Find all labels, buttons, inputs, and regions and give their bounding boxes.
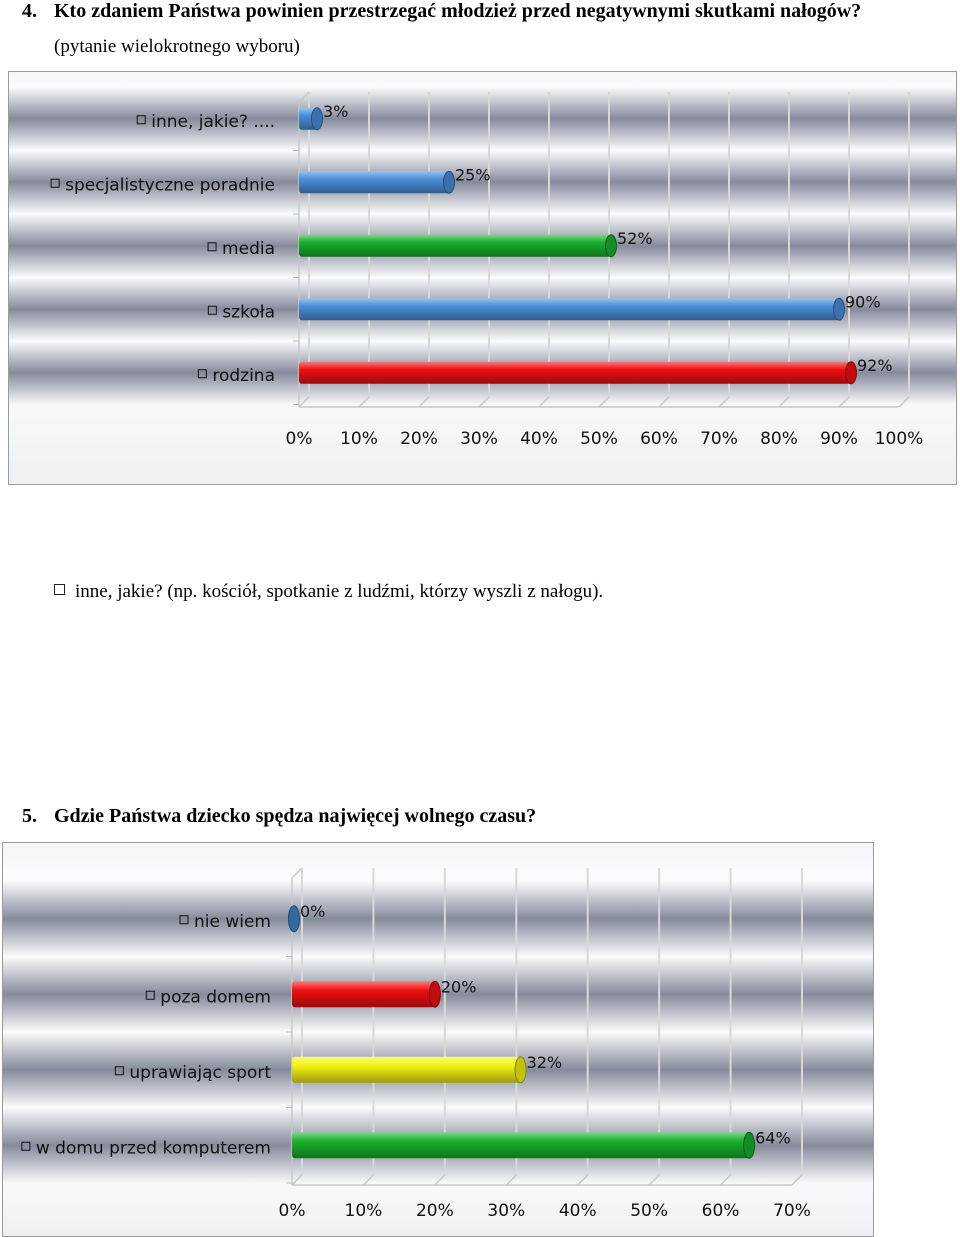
question-4-heading <box>22 0 861 23</box>
bar-body <box>292 1057 521 1083</box>
bar-end-cap <box>429 981 440 1007</box>
value-label: 25% <box>455 165 491 185</box>
category-label: w domu przed komputerem <box>35 1138 271 1159</box>
x-tick-label: 20% <box>400 429 438 449</box>
x-tick-label: 0% <box>278 1201 306 1221</box>
bar-body <box>299 171 449 193</box>
chart-question-4 <box>8 71 957 485</box>
category-label: szkoła <box>222 302 275 323</box>
x-tick-label: 50% <box>580 429 618 449</box>
x-tick-label: 20% <box>415 1201 454 1221</box>
x-tick-label: 60% <box>701 1201 740 1221</box>
x-tick-label: 40% <box>558 1201 597 1221</box>
bar-end-cap <box>289 906 300 932</box>
bar-end-cap <box>312 108 323 130</box>
value-label: 3% <box>323 101 349 121</box>
question-4-number: 4. <box>22 0 37 22</box>
x-tick-label: 80% <box>760 429 798 449</box>
question-5-number: 5. <box>22 805 37 827</box>
bar-end-cap <box>846 362 857 384</box>
x-tick-label: 100% <box>874 429 924 449</box>
x-tick-label: 70% <box>700 429 738 449</box>
bar-3 <box>299 298 845 320</box>
value-label: 90% <box>845 292 881 312</box>
category-label: media <box>222 238 275 259</box>
question-4-note <box>54 581 603 603</box>
value-label: 92% <box>857 355 893 375</box>
bar-0 <box>289 906 300 932</box>
category-label: nie wiem <box>193 911 271 932</box>
chart-question-5 <box>2 842 874 1237</box>
x-tick-label: 50% <box>630 1201 669 1221</box>
bar-1 <box>292 981 440 1007</box>
bar-body <box>299 235 611 257</box>
category-label: uprawiając sport <box>129 1062 271 1083</box>
question-4-note-text: inne, jakie? (np. kościół, spotkanie z ludźmi, którzy wyszli z nałogu). <box>75 581 604 602</box>
bar-body <box>292 1132 749 1158</box>
question-4-title: Kto zdaniem Państwa powinien przestrzegać młodzież przed negatywnymi skutkami nałogów? <box>54 0 862 22</box>
value-label: 52% <box>617 228 653 248</box>
value-label: 64% <box>755 1128 791 1148</box>
value-label: 32% <box>526 1052 563 1072</box>
x-tick-label: 90% <box>820 429 858 449</box>
x-tick-label: 0% <box>285 429 313 449</box>
x-tick-label: 10% <box>340 429 378 449</box>
x-tick-label: 30% <box>487 1201 526 1221</box>
x-tick-label: 60% <box>640 429 678 449</box>
bar-2 <box>292 1057 526 1083</box>
bar-end-cap <box>515 1057 526 1083</box>
value-label: 20% <box>440 977 477 997</box>
bar-3 <box>292 1132 755 1158</box>
bar-end-cap <box>744 1132 755 1158</box>
bar-body <box>299 298 839 320</box>
bar-end-cap <box>606 235 617 257</box>
category-label: inne, jakie? .... <box>151 111 275 132</box>
checkbox-square-icon <box>54 584 65 595</box>
category-label: specjalistyczne poradnie <box>65 175 275 196</box>
question-5-title: Gdzie Państwa dziecko spędza najwięcej wolnego czasu? <box>54 805 537 827</box>
value-label: 0% <box>300 901 326 921</box>
bar-body <box>299 362 851 384</box>
bar-0 <box>299 108 323 130</box>
x-tick-label: 30% <box>460 429 498 449</box>
question-4-subtitle: (pytanie wielokrotnego wyboru) <box>54 36 300 57</box>
bar-4 <box>299 362 857 384</box>
chart-question-4-svg <box>9 72 956 484</box>
question-5-heading <box>22 805 536 828</box>
bar-1 <box>299 171 455 193</box>
bar-2 <box>299 235 617 257</box>
x-tick-label: 10% <box>344 1201 383 1221</box>
category-label: poza domem <box>160 987 271 1008</box>
bar-end-cap <box>444 171 455 193</box>
chart-question-5-svg <box>3 843 873 1236</box>
bar-end-cap <box>834 298 845 320</box>
x-tick-label: 70% <box>773 1201 811 1221</box>
bar-body <box>292 981 435 1007</box>
category-label: rodzina <box>212 365 275 386</box>
x-tick-label: 40% <box>520 429 558 449</box>
